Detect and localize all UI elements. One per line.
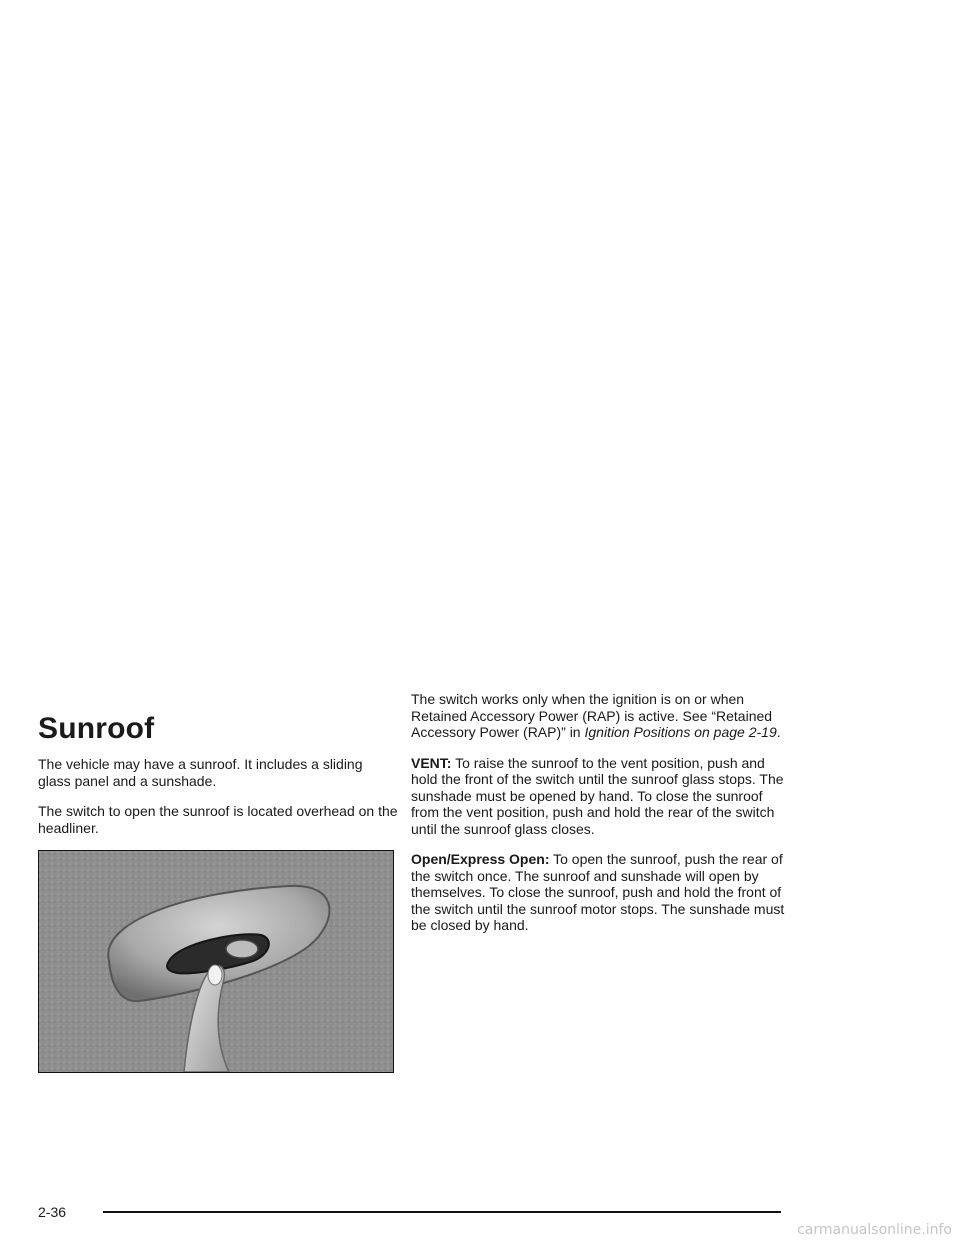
rap-period: . bbox=[776, 724, 781, 740]
watermark: carmanualsonline.info bbox=[797, 1222, 952, 1238]
page-number: 2-36 bbox=[38, 1204, 67, 1220]
express-open-paragraph bbox=[411, 851, 791, 934]
vent-paragraph bbox=[411, 755, 791, 838]
express-open-label: Open/Express Open: bbox=[411, 851, 550, 867]
right-column bbox=[411, 691, 791, 948]
sunroof-switch-photo bbox=[38, 850, 394, 1073]
footer-rule bbox=[103, 1211, 781, 1213]
vent-text: To raise the sunroof to the vent position, push and hold the front of the switch until the sunroof glass stops. The sunshade must be opened by hand. To close the sunroof from the vent position, push and hold the rear of the switch until the sunroof glass closes. bbox=[411, 754, 784, 837]
rap-paragraph bbox=[411, 691, 791, 741]
left-column bbox=[38, 712, 398, 1073]
rap-text: The switch works only when the ignition is on or when Retained Accessory Power (RAP) is active. See “Retained Accessory Power (RAP)” in bbox=[411, 691, 773, 740]
switch-location-paragraph: The switch to open the sunroof is located overhead on the headliner. bbox=[38, 803, 398, 836]
vent-label: VENT: bbox=[411, 754, 452, 771]
intro-paragraph: The vehicle may have a sunroof. It includes a sliding glass panel and a sunshade. bbox=[38, 756, 363, 789]
section-title: Sunroof bbox=[38, 712, 155, 745]
ignition-positions-link[interactable]: Ignition Positions on page 2-19 bbox=[584, 724, 777, 740]
express-open-text: To open the sunroof, push the rear of the switch once. The sunroof and sunshade will open by themselves. To close the sunroof, push and hold the front of the switch until the sunroof motor stops. The sunshade must be closed by hand. bbox=[411, 851, 785, 933]
